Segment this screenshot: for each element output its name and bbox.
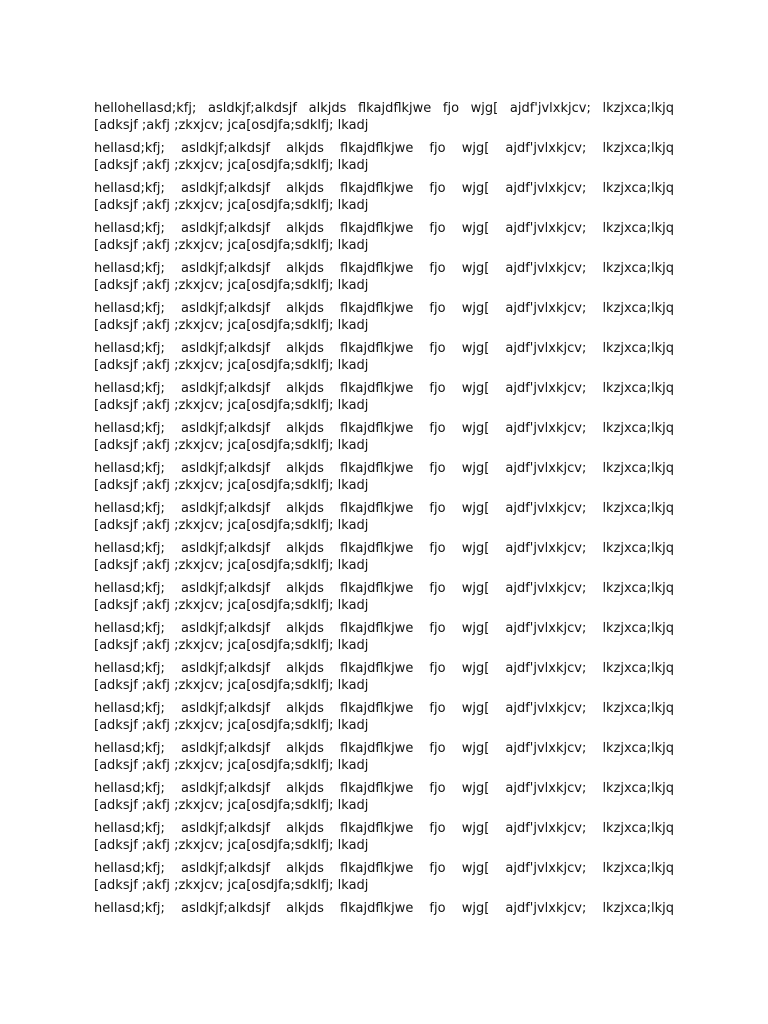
paragraph-17: [94, 740, 674, 774]
paragraph-line: [adksjf ;akfj ;zkxjcv; jca[osdjfa;sdklfj; lkadj: [94, 518, 369, 533]
paragraph-line: hellasd;kfj; asldkjf;alkdsjf alkjds flkajdflkjwe fjo wjg[ ajdf'jvlxkjcv; lkzjxca;lkjq: [94, 461, 674, 476]
paragraph-line: hellasd;kfj; asldkjf;alkdsjf alkjds flkajdflkjwe fjo wjg[ ajdf'jvlxkjcv; lkzjxca;lkjq: [94, 661, 674, 676]
paragraph-line: [adksjf ;akfj ;zkxjcv; jca[osdjfa;sdklfj; lkadj: [94, 198, 369, 213]
paragraph-line: [adksjf ;akfj ;zkxjcv; jca[osdjfa;sdklfj; lkadj: [94, 598, 369, 613]
paragraph-line: hellasd;kfj; asldkjf;alkdsjf alkjds flkajdflkjwe fjo wjg[ ajdf'jvlxkjcv; lkzjxca;lkjq: [94, 781, 674, 796]
paragraph-line: [adksjf ;akfj ;zkxjcv; jca[osdjfa;sdklfj; lkadj: [94, 358, 369, 373]
paragraph-2: [94, 140, 674, 174]
paragraph-15: [94, 660, 674, 694]
paragraph-line: hellasd;kfj; asldkjf;alkdsjf alkjds flkajdflkjwe fjo wjg[ ajdf'jvlxkjcv; lkzjxca;lkjq: [94, 181, 674, 196]
paragraph-line: [adksjf ;akfj ;zkxjcv; jca[osdjfa;sdklfj; lkadj: [94, 758, 369, 773]
paragraph-line: [adksjf ;akfj ;zkxjcv; jca[osdjfa;sdklfj; lkadj: [94, 478, 369, 493]
paragraph-line: [adksjf ;akfj ;zkxjcv; jca[osdjfa;sdklfj; lkadj: [94, 798, 369, 813]
paragraph-line: hellasd;kfj; asldkjf;alkdsjf alkjds flkajdflkjwe fjo wjg[ ajdf'jvlxkjcv; lkzjxca;lkjq: [94, 341, 674, 356]
paragraph-18: [94, 780, 674, 814]
paragraph-5: [94, 260, 674, 294]
paragraph-line: hellasd;kfj; asldkjf;alkdsjf alkjds flkajdflkjwe fjo wjg[ ajdf'jvlxkjcv; lkzjxca;lkjq: [94, 701, 674, 716]
paragraph-8: [94, 380, 674, 414]
paragraph-line: hellasd;kfj; asldkjf;alkdsjf alkjds flkajdflkjwe fjo wjg[ ajdf'jvlxkjcv; lkzjxca;lkjq: [94, 821, 674, 836]
paragraph-line: hellasd;kfj; asldkjf;alkdsjf alkjds flkajdflkjwe fjo wjg[ ajdf'jvlxkjcv; lkzjxca;lkjq: [94, 901, 674, 916]
paragraph-line: [adksjf ;akfj ;zkxjcv; jca[osdjfa;sdklfj; lkadj: [94, 558, 369, 573]
paragraph-12: [94, 540, 674, 574]
paragraph-line: hellasd;kfj; asldkjf;alkdsjf alkjds flkajdflkjwe fjo wjg[ ajdf'jvlxkjcv; lkzjxca;lkjq: [94, 421, 674, 436]
paragraph-line: [adksjf ;akfj ;zkxjcv; jca[osdjfa;sdklfj; lkadj: [94, 398, 369, 413]
paragraph-line: [adksjf ;akfj ;zkxjcv; jca[osdjfa;sdklfj; lkadj: [94, 278, 369, 293]
paragraph-line: hellasd;kfj; asldkjf;alkdsjf alkjds flkajdflkjwe fjo wjg[ ajdf'jvlxkjcv; lkzjxca;lkjq: [94, 501, 674, 516]
paragraph-line: [adksjf ;akfj ;zkxjcv; jca[osdjfa;sdklfj; lkadj: [94, 718, 369, 733]
paragraph-20: [94, 860, 674, 894]
paragraph-10: [94, 460, 674, 494]
paragraph-6: [94, 300, 674, 334]
paragraph-line: [adksjf ;akfj ;zkxjcv; jca[osdjfa;sdklfj; lkadj: [94, 318, 369, 333]
paragraph-line: [adksjf ;akfj ;zkxjcv; jca[osdjfa;sdklfj; lkadj: [94, 678, 369, 693]
paragraph-line: [adksjf ;akfj ;zkxjcv; jca[osdjfa;sdklfj; lkadj: [94, 838, 369, 853]
paragraph-line: hellohellasd;kfj; asldkjf;alkdsjf alkjds flkajdflkjwe fjo wjg[ ajdf'jvlxkjcv; lkzjxca;lkjq: [94, 101, 674, 116]
paragraph-line: hellasd;kfj; asldkjf;alkdsjf alkjds flkajdflkjwe fjo wjg[ ajdf'jvlxkjcv; lkzjxca;lkjq: [94, 581, 674, 596]
paragraph-line: hellasd;kfj; asldkjf;alkdsjf alkjds flkajdflkjwe fjo wjg[ ajdf'jvlxkjcv; lkzjxca;lkjq: [94, 221, 674, 236]
paragraph-13: [94, 580, 674, 614]
paragraph-line: hellasd;kfj; asldkjf;alkdsjf alkjds flkajdflkjwe fjo wjg[ ajdf'jvlxkjcv; lkzjxca;lkjq: [94, 301, 674, 316]
paragraph-9: [94, 420, 674, 454]
paragraph-7: [94, 340, 674, 374]
paragraph-line: hellasd;kfj; asldkjf;alkdsjf alkjds flkajdflkjwe fjo wjg[ ajdf'jvlxkjcv; lkzjxca;lkjq: [94, 861, 674, 876]
paragraph-4: [94, 220, 674, 254]
paragraph-14: [94, 620, 674, 654]
paragraph-line: [adksjf ;akfj ;zkxjcv; jca[osdjfa;sdklfj; lkadj: [94, 158, 369, 173]
paragraph-line: hellasd;kfj; asldkjf;alkdsjf alkjds flkajdflkjwe fjo wjg[ ajdf'jvlxkjcv; lkzjxca;lkjq: [94, 741, 674, 756]
paragraph-21: [94, 900, 674, 917]
paragraph-line: [adksjf ;akfj ;zkxjcv; jca[osdjfa;sdklfj; lkadj: [94, 238, 369, 253]
paragraph-line: hellasd;kfj; asldkjf;alkdsjf alkjds flkajdflkjwe fjo wjg[ ajdf'jvlxkjcv; lkzjxca;lkjq: [94, 621, 674, 636]
paragraph-line: [adksjf ;akfj ;zkxjcv; jca[osdjfa;sdklfj; lkadj: [94, 878, 369, 893]
paragraph-line: [adksjf ;akfj ;zkxjcv; jca[osdjfa;sdklfj; lkadj: [94, 118, 369, 133]
paragraph-11: [94, 500, 674, 534]
paragraph-line: hellasd;kfj; asldkjf;alkdsjf alkjds flkajdflkjwe fjo wjg[ ajdf'jvlxkjcv; lkzjxca;lkjq: [94, 141, 674, 156]
paragraph-19: [94, 820, 674, 854]
paragraph-3: [94, 180, 674, 214]
paragraph-1: [94, 100, 674, 134]
paragraph-line: hellasd;kfj; asldkjf;alkdsjf alkjds flkajdflkjwe fjo wjg[ ajdf'jvlxkjcv; lkzjxca;lkjq: [94, 381, 674, 396]
paragraph-line: hellasd;kfj; asldkjf;alkdsjf alkjds flkajdflkjwe fjo wjg[ ajdf'jvlxkjcv; lkzjxca;lkjq: [94, 261, 674, 276]
paragraph-16: [94, 700, 674, 734]
paragraph-line: hellasd;kfj; asldkjf;alkdsjf alkjds flkajdflkjwe fjo wjg[ ajdf'jvlxkjcv; lkzjxca;lkjq: [94, 541, 674, 556]
paragraph-line: [adksjf ;akfj ;zkxjcv; jca[osdjfa;sdklfj; lkadj: [94, 438, 369, 453]
document-body: [94, 100, 674, 923]
paragraph-line: [adksjf ;akfj ;zkxjcv; jca[osdjfa;sdklfj; lkadj: [94, 638, 369, 653]
